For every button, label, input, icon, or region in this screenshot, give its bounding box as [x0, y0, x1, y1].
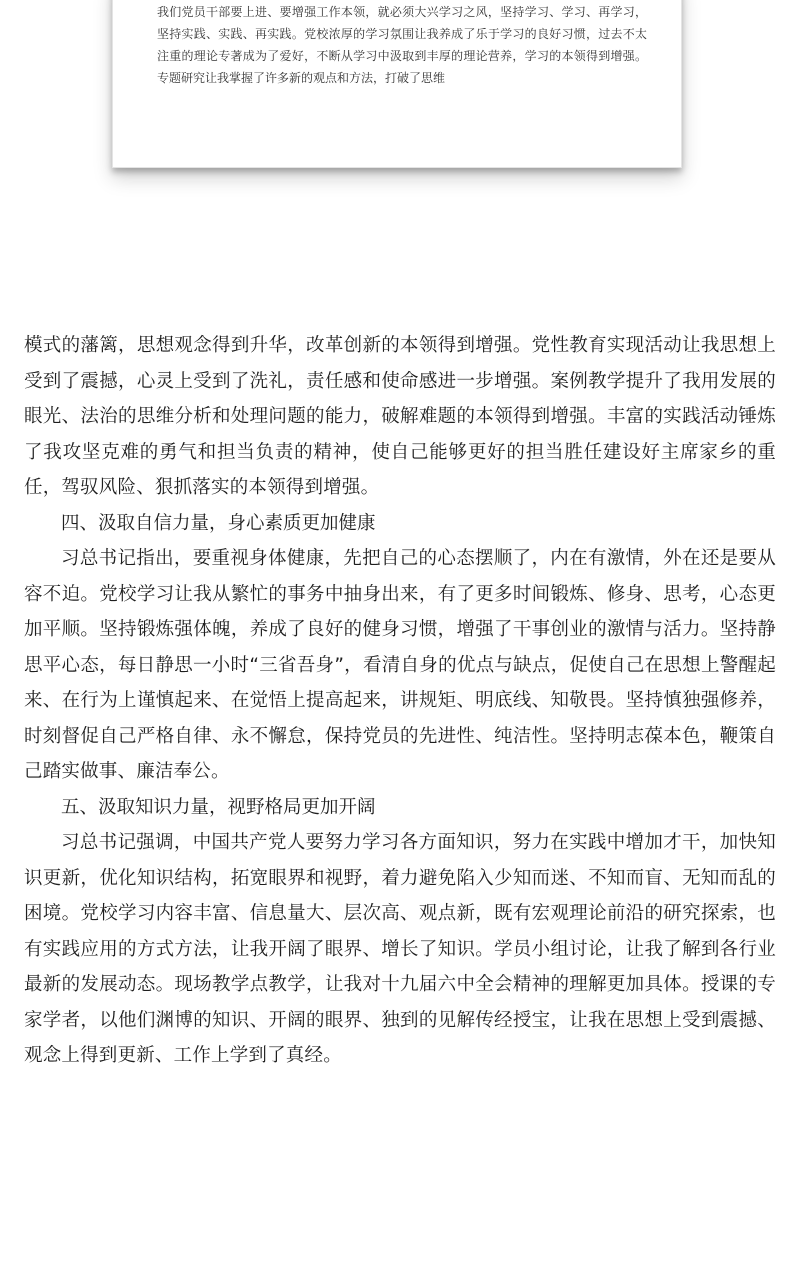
article-body — [24, 328, 776, 1074]
preview-text: 我们党员干部要上进、要增强工作本领，就必须大兴学习之风，坚持学习、学习、再学习，坚持实践、实践、再实践。党校浓厚的学习氛围让我养成了乐于学习的良好习惯，过去不太注重的理论专著成为了爱好，不断从学习中汲取到丰厚的理论营养，学习的本领得到增强。专题研究让我掌握了许多新的观点和方法，打破了思维 — [157, 5, 647, 85]
article-paragraph: 模式的藩篱，思想观念得到升华，改革创新的本领得到增强。党性教育实现活动让我思想上受到了震撼，心灵上受到了洗礼，责任感和使命感进一步增强。案例教学提升了我用发展的眼光、法治的思维分析和处理问题的能力，破解难题的本领得到增强。丰富的实践活动锤炼了我攻坚克难的勇气和担当负责的精神，使自己能够更好的担当胜任建设好主席家乡的重任，驾驭风险、狠抓落实的本领得到增强。 — [24, 335, 776, 498]
article-paragraph: 习总书记指出，要重视身体健康，先把自己的心态摆顺了，内在有激情，外在还是要从容不迫。党校学习让我从繁忙的事务中抽身出来，有了更多时间锻炼、修身、思考，心态更加平顺。坚持锻炼强体魄，养成了良好的健身习惯，增强了干事创业的激情与活力。坚持静思平心态，每日静思一小时“三省吾身”，看清自身的优点与缺点，促使自己在思想上警醒起来、在行为上谨慎起来、在觉悟上提高起来，讲规矩、明底线、知敬畏。坚持慎独强修养，时刻督促自己严格自律、永不懈怠，保持党员的先进性、纯洁性。坚持明志葆本色，鞭策自己踏实做事、廉洁奉公。 — [24, 548, 776, 782]
article-paragraph: 习总书记强调，中国共产党人要努力学习各方面知识，努力在实践中增加才干，加快知识更新，优化知识结构，拓宽眼界和视野，着力避免陷入少知而迷、不知而盲、无知而乱的困境。党校学习内容丰富、信息量大、层次高、观点新，既有宏观理论前沿的研究探索，也有实践应用的方式方法，让我开阔了眼界、增长了知识。学员小组讨论，让我了解到各行业最新的发展动态。现场教学点教学，让我对十九届六中全会精神的理解更加具体。授课的专家学者，以他们渊博的知识、开阔的眼界、独到的见解传经授宝，让我在思想上受到震撼、观念上得到更新、工作上学到了真经。 — [24, 832, 776, 1066]
section-heading: 五、汲取知识力量，视野格局更加开阔 — [61, 796, 376, 818]
section-heading: 四、汲取自信力量，身心素质更加健康 — [61, 512, 376, 534]
document-preview-card — [112, 0, 682, 168]
